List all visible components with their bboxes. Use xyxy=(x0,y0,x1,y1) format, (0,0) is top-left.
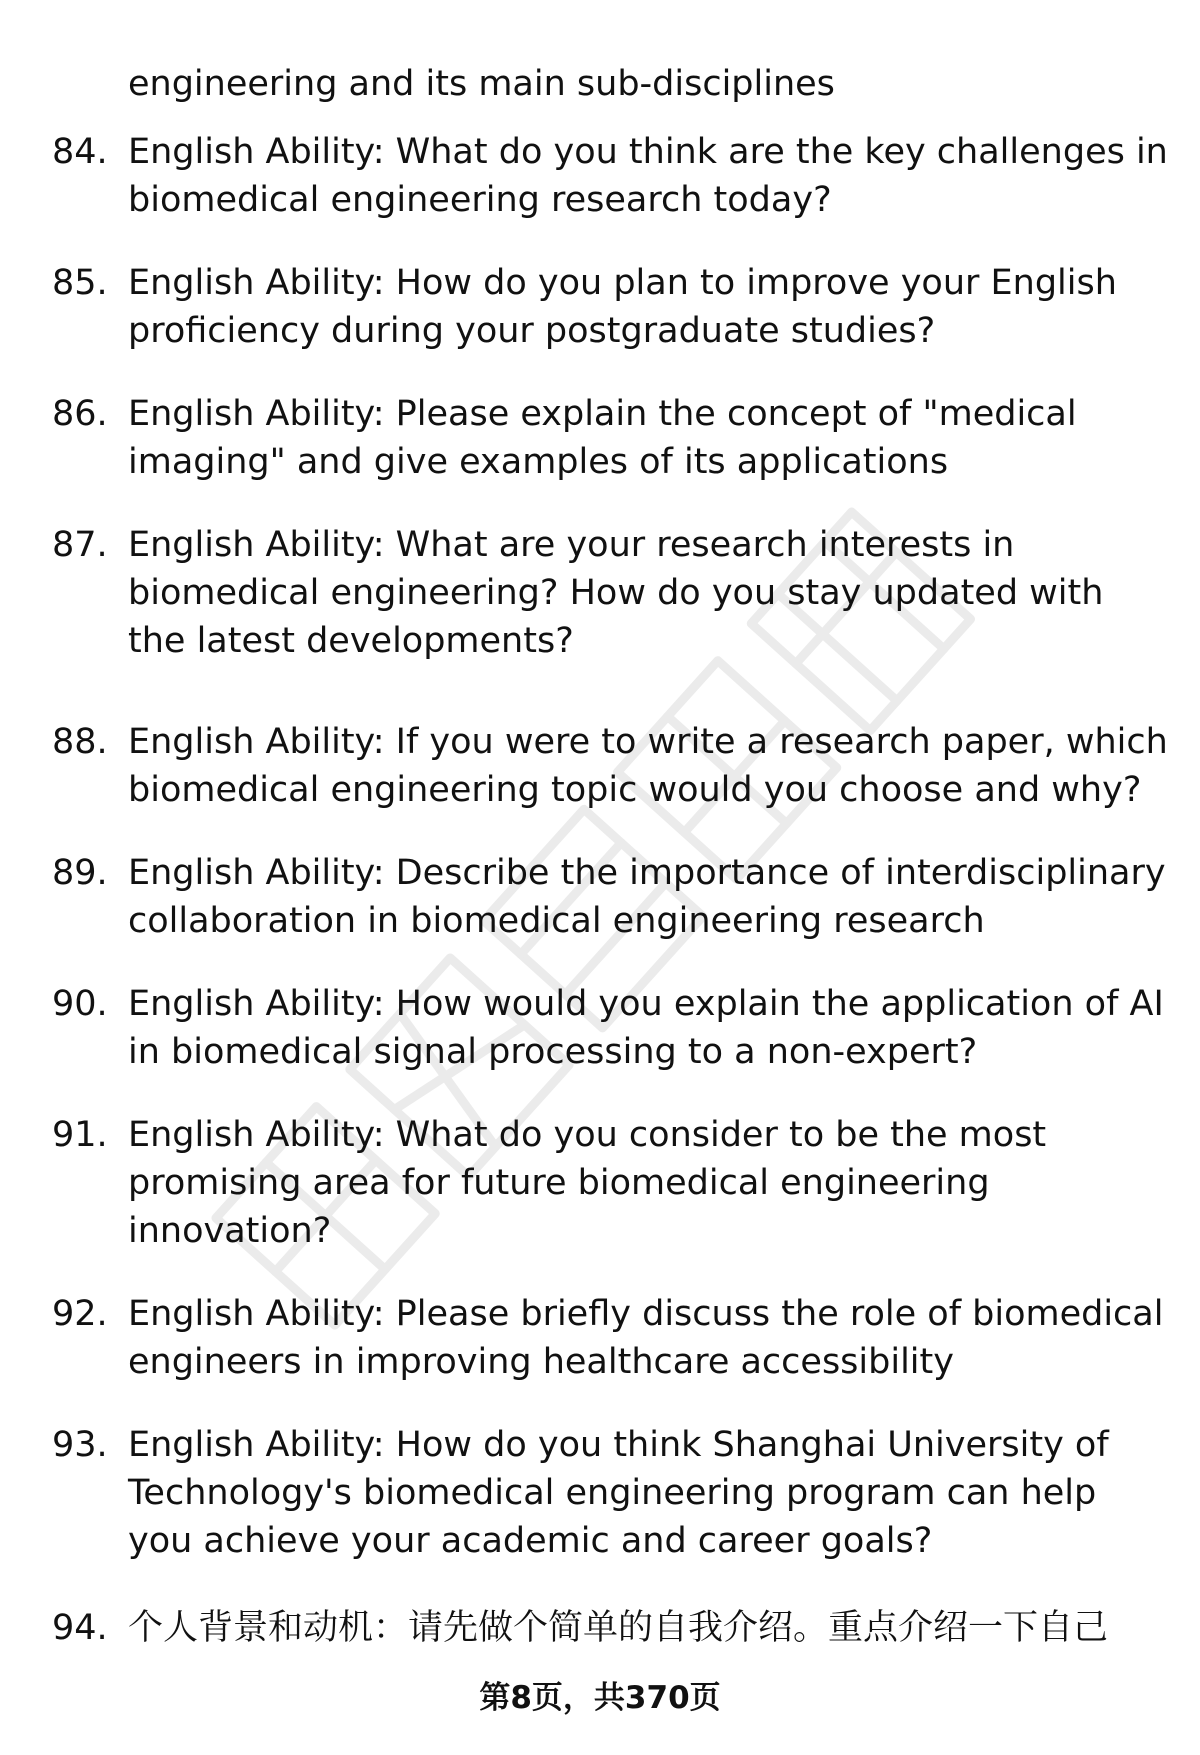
item-line: biomedical engineering research today? xyxy=(128,180,832,220)
item-number: 91. xyxy=(52,1115,108,1155)
item-number: 94. xyxy=(52,1608,108,1648)
item-line: biomedical engineering topic would you choose and why? xyxy=(128,770,1142,810)
item-line: imaging" and give examples of its applications xyxy=(128,442,949,482)
item-number: 92. xyxy=(52,1294,108,1334)
item-line: in biomedical signal processing to a non-expert? xyxy=(128,1032,978,1072)
item-line: the latest developments? xyxy=(128,621,574,661)
item-line: you achieve your academic and career goals? xyxy=(128,1521,933,1561)
item-number: 85. xyxy=(52,263,108,303)
item-text xyxy=(128,1111,1168,1255)
item-text xyxy=(128,521,1168,665)
item-line: collaboration in biomedical engineering research xyxy=(128,901,985,941)
item-line: English Ability: How would you explain the application of AI xyxy=(128,984,1164,1024)
item-line: 个人背景和动机：请先做个简单的自我介绍。重点介绍一下自己 xyxy=(128,1608,1109,1648)
item-number: 87. xyxy=(52,525,108,565)
item-text xyxy=(128,259,1168,355)
item-number: 90. xyxy=(52,984,108,1024)
item-number: 89. xyxy=(52,853,108,893)
item-line: English Ability: If you were to write a research paper, which xyxy=(128,722,1168,762)
item-line: English Ability: Please briefly discuss the role of biomedical xyxy=(128,1294,1164,1334)
item-line: Technology's biomedical engineering program can help xyxy=(128,1473,1097,1513)
item-text xyxy=(128,980,1168,1076)
item-text xyxy=(128,128,1168,224)
item-line: English Ability: Please explain the concept of "medical xyxy=(128,394,1077,434)
item-text xyxy=(128,849,1168,945)
item-text xyxy=(128,1290,1168,1386)
item-line: promising area for future biomedical engineering xyxy=(128,1163,990,1203)
item-text xyxy=(128,390,1168,486)
item-number: 86. xyxy=(52,394,108,434)
item-line: English Ability: How do you plan to improve your English xyxy=(128,263,1117,303)
item-text xyxy=(128,718,1168,814)
item-number: 88. xyxy=(52,722,108,762)
item-number: 93. xyxy=(52,1425,108,1465)
continuation-line: engineering and its main sub-disciplines xyxy=(128,64,835,104)
item-line: English Ability: What do you think are the key challenges in xyxy=(128,132,1168,172)
item-line: English Ability: Describe the importance of interdisciplinary xyxy=(128,853,1166,893)
item-text xyxy=(128,1421,1168,1565)
item-line: English Ability: How do you think Shanghai University of xyxy=(128,1425,1109,1465)
item-line: engineers in improving healthcare accessibility xyxy=(128,1342,954,1382)
item-line: English Ability: What are your research interests in xyxy=(128,525,1015,565)
item-text xyxy=(128,1604,1168,1652)
item-number: 84. xyxy=(52,132,108,172)
item-line: innovation? xyxy=(128,1211,332,1251)
item-line: English Ability: What do you consider to be the most xyxy=(128,1115,1047,1155)
item-line: proficiency during your postgraduate studies? xyxy=(128,311,936,351)
page-footer: 第8页，共370页 xyxy=(479,1680,721,1716)
item-line: biomedical engineering? How do you stay updated with xyxy=(128,573,1104,613)
